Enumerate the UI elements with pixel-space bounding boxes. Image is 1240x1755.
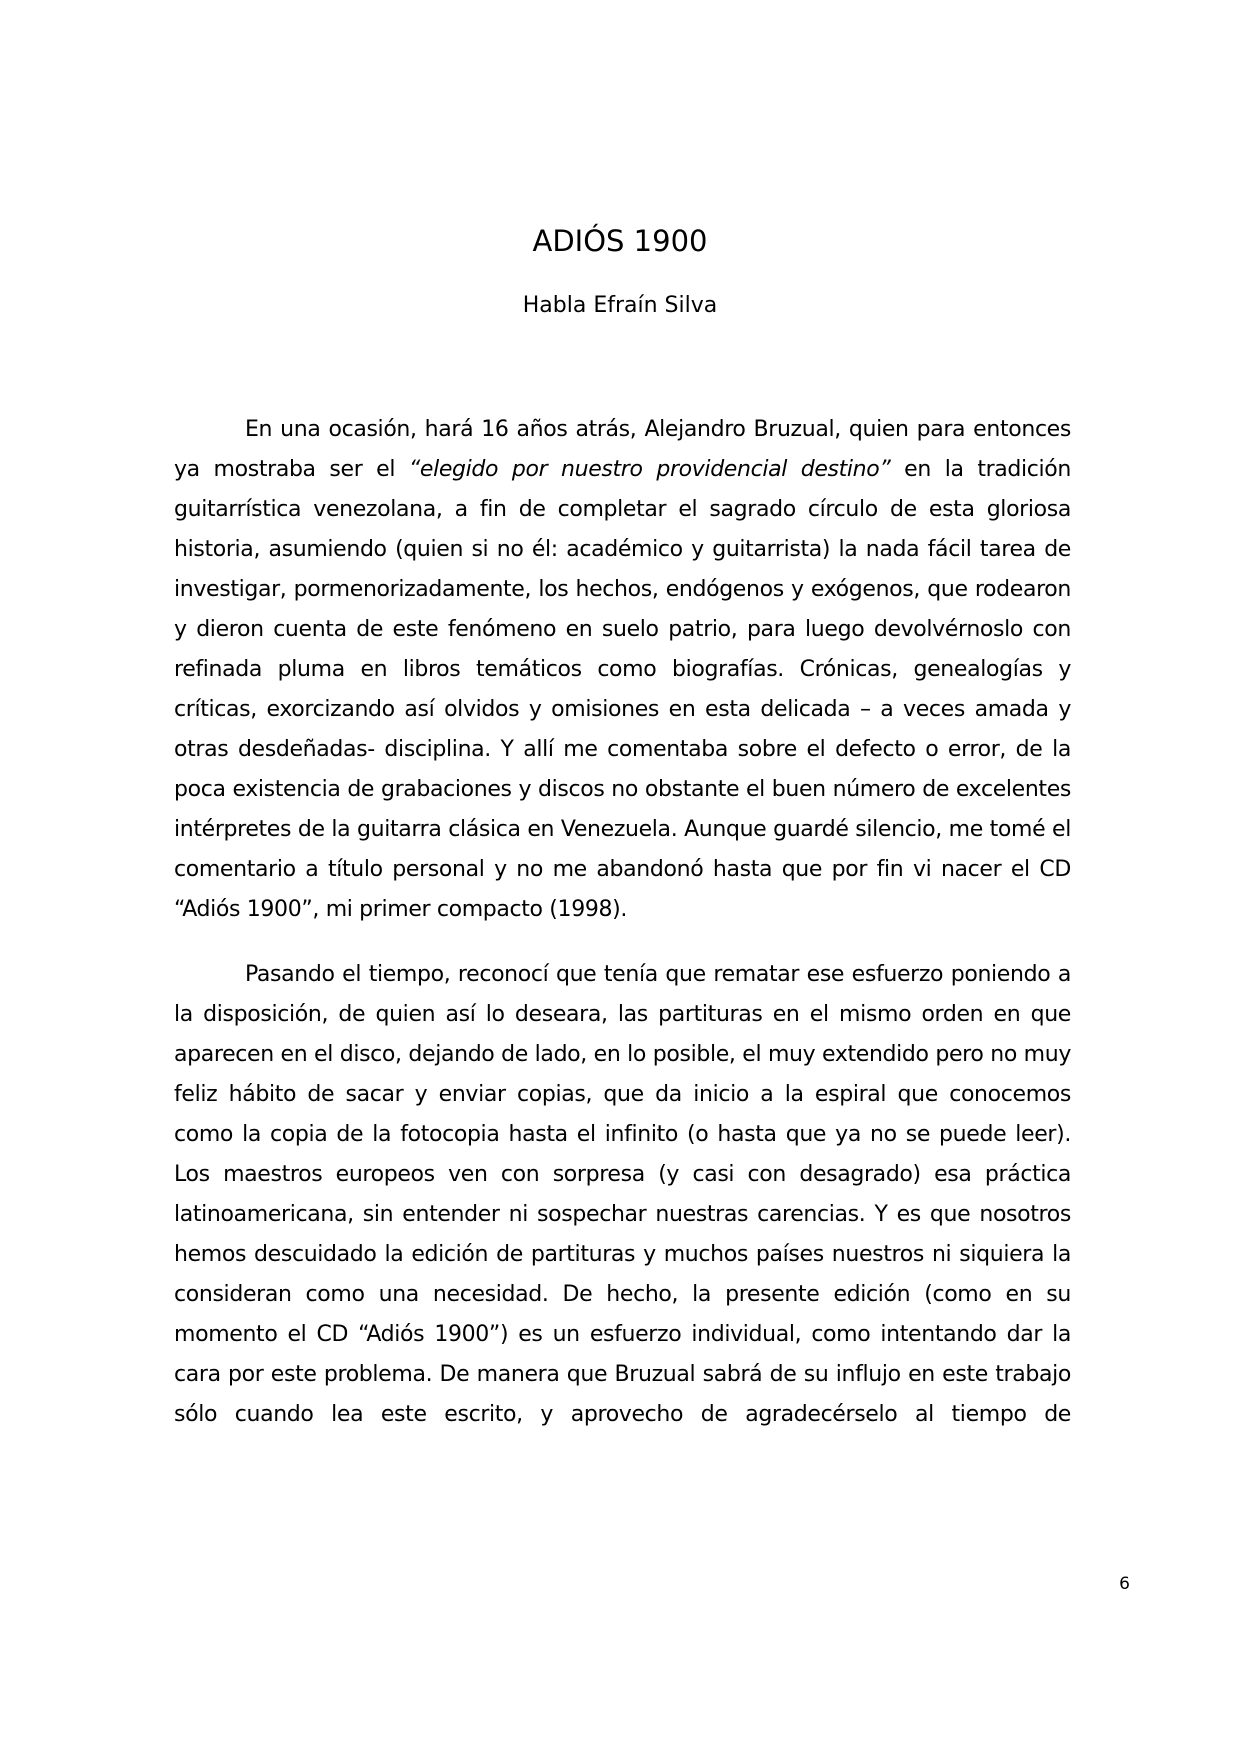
page-subtitle: Habla Efraín Silva xyxy=(522,293,718,318)
page-title: ADIÓS 1900 xyxy=(532,224,708,258)
paragraph-1 xyxy=(174,410,1071,930)
paragraph-1-part-1: En una ocasión, hará 16 años atrás, Alejandro Bruzual, quien para entonces ya mostraba ser el xyxy=(174,417,1071,482)
paragraph-1-part-2: en la tradición guitarrística venezolana, a fin de completar el sagrado círculo de esta gloriosa historia, asumiendo (quien si no él: académico y guitarrista) la nada fácil tarea de investigar, pormenorizadamente, los hechos, endógenos y exógenos, que rodearon y dieron cuenta de este fenómeno en suelo patrio, para luego devolvérnoslo con refinada pluma en libros temáticos como biografías. Crónicas, genealogías y críticas, exorcizando así olvidos y omisiones en esta delicada – a veces amada y otras desdeñadas- disciplina. Y allí me comentaba sobre el defecto o error, de la poca existencia de grabaciones y discos no obstante el buen número de excelentes intérpretes de la guitarra clásica en Venezuela. Aunque guardé silencio, me tomé el comentario a título personal y no me abandonó hasta que por fin vi nacer el CD “Adiós 1900”, mi primer compacto (1998). xyxy=(174,457,1072,922)
paragraph-1-quote: “elegido por nuestro providencial destino” xyxy=(408,457,891,482)
page-number: 6 xyxy=(1119,1574,1130,1594)
paragraph-2: Pasando el tiempo, reconocí que tenía que rematar ese esfuerzo poniendo a la disposición, de quien así lo deseara, las partituras en el mismo orden en que aparecen en el disco, dejando de lado, en lo posible, el muy extendido pero no muy feliz hábito de sacar y enviar copias, que da inicio a la espiral que conocemos como la copia de la fotocopia hasta el infinito (o hasta que ya no se puede leer). Los maestros europeos ven con sorpresa (y casi con desagrado) esa práctica latinoamericana, sin entender ni sospechar nuestras carencias. Y es que nosotros hemos descuidado la edición de partituras y muchos países nuestros ni siquiera la consideran como una necesidad. De hecho, la presente edición (como en su momento el CD “Adiós 1900”) es un esfuerzo individual, como intentando dar la cara por este problema. De manera que Bruzual sabrá de su influjo en este trabajo sólo cuando lea este escrito, y aprovecho de agradecérselo al tiempo de xyxy=(174,962,1071,1427)
body-text xyxy=(174,410,1071,1435)
